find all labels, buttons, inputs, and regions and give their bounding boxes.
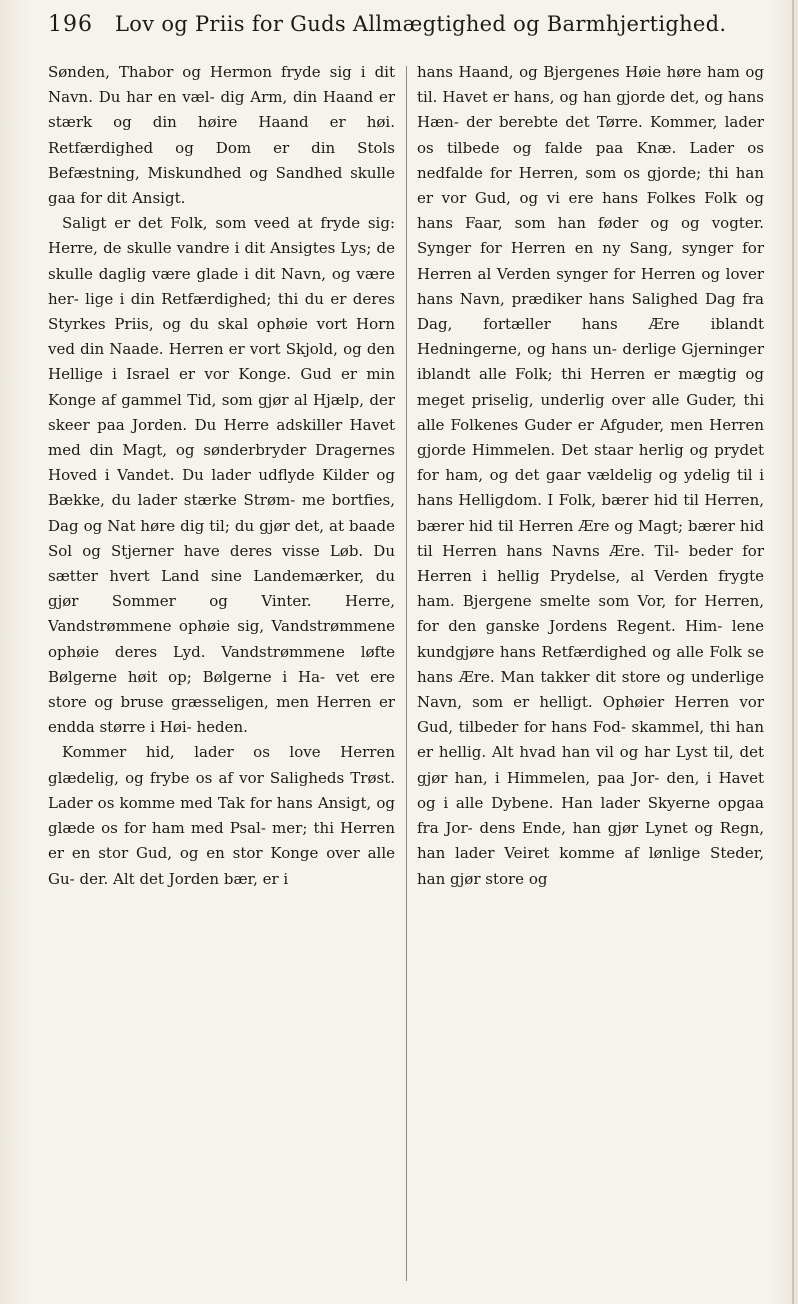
column-divider	[406, 66, 407, 1281]
right-column	[417, 60, 764, 1296]
paragraph: Kommer hid, lader os love Herren glædelig, og frybe os af vor Saligheds Trøst. Lader os komme med Tak for hans Ansigt, og glæde os for ham med Psal- mer; thi Herren er en stor Gud, og en stor Konge over alle Gu- der. Alt det Jorden bær, er i	[48, 743, 395, 888]
paragraph: Saligt er det Folk, som veed at fryde sig: Herre, de skulle vandre i dit Ansigtes Lys; de skulle daglig være glade i dit Navn, og være her- lige i din Retfærdighed; thi du er deres Styrkes Priis, og du skal ophøie vort Horn ved din Naade. Herren er vort Skjold, og den Hellige i Israel er vor Konge. Gud er min Konge af gammel Tid, som gjør al Hjælp, der skeer paa Jorden. Du Herre adskiller Havet med din Magt, og sønderbryder Dragernes Hoved i Vandet. Du lader udflyde Kilder og Bække, du lader stærke Strøm- me bortfies, Dag og Nat høre dig til; du gjør det, at baade Sol og Stjerner have deres visse Løb. Du sætter hvert Land sine Landemærker, du gjør Sommer og Vinter. Herre, Vandstrømmene ophøie sig, Vandstrømmene ophøie deres Lyd. Vandstrømmene løfte Bølgerne høit op; Bølgerne i Ha- vet ere store og bruse græsseligen, men Herren er endda større i Høi- heden.	[48, 214, 395, 737]
page-number: 196	[48, 12, 93, 37]
paragraph: Sønden, Thabor og Hermon fryde sig i dit Navn. Du har en væl- dig Arm, din Haand er stærk og din høire Haand er høi. Retfærdighed og Dom er din Stols Befæstning, Miskundhed og Sandhed skulle gaa for dit Ansigt.	[48, 63, 395, 208]
running-head	[48, 12, 768, 48]
running-head-title: Lov og Priis for Guds Allmægtighed og Barmhjertighed.	[115, 12, 727, 36]
page-edge	[792, 0, 794, 1304]
paragraph: hans Haand, og Bjergenes Høie høre ham og til. Havet er hans, og han gjorde det, og hans Hæn- der berebte det Tørre. Kommer, lader os tilbede og falde paa Knæ. Lader os nedfalde for Herren, som os gjorde; thi han er vor Gud, og vi ere hans Folkes Folk og hans Faar, som han føder og og vogter. Synger for Herren en ny Sang, synger for Herren al Verden synger for Herren og lover hans Navn, prædiker hans Salighed Dag fra Dag, fortæller hans Ære iblandt Hedningerne, og hans un- derlige Gjerninger iblandt alle Folk; thi Herren er mægtig og meget priselig, underlig over alle Guder, thi alle Folkenes Guder er Afguder, men Herren gjorde Himmelen. Det staar herlig og prydet for ham, og det gaar vældelig og ydelig til i hans Helligdom. I Folk, bærer hid til Herren, bærer hid til Herren Ære og Magt; bærer hid til Herren hans Navns Ære. Til- beder for Herren i hellig Prydelse, al Verden frygte ham. Bjergene smelte som Vor, for Herren, for den ganske Jordens Regent. Him- lene kundgjøre hans Retfærdighed og alle Folk se hans Ære. Man takker dit store og underlige Navn, som er helligt. Ophøier Herren vor Gud, tilbeder for hans Fod- skammel, thi han er hellig. Alt hvad han vil og har Lyst til, det gjør han, i Himmelen, paa Jor- den, i Havet og i alle Dybene. Han lader Skyerne opgaa fra Jor- dens Ende, han gjør Lynet og Regn, han lader Veiret komme af lønlige Steder, han gjør store og	[417, 63, 764, 888]
left-column	[48, 60, 395, 1296]
